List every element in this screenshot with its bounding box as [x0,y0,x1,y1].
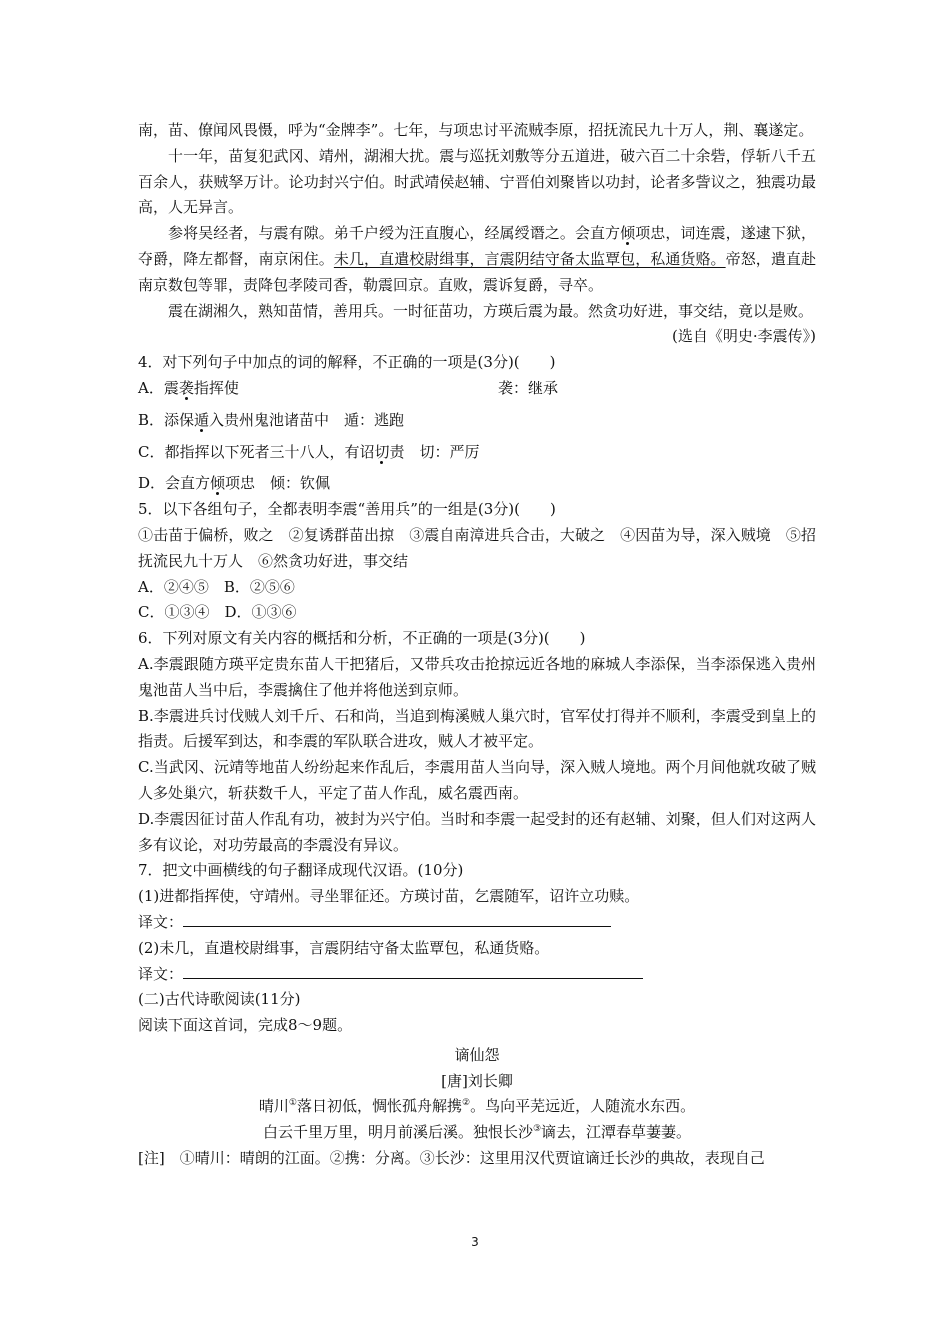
poem-notes: [注] ①晴川：晴朗的江面。②携：分离。③长沙：这里用汉代贾谊谪迁长沙的典故，表现自己 [138,1149,765,1168]
q4-option-b [138,408,816,434]
q4-c-pre: C．都指挥以下死者三十八人，有诏 [138,442,375,461]
q4-c-dotted-word: 切 [374,442,390,461]
p3-mid: 项忠，词连震，遂逮下狱，夺爵，降左都督，南京闲住。 [138,224,816,268]
q4-d-post: 项忠 倾：钦佩 [225,474,331,493]
answer-line-1[interactable] [183,910,611,927]
q6-option-b: B.李震进兵讨伐贼人刘千斤、石和尚，当追到梅溪贼人巢穴时，官军仗打得并不顺利，李震受到皇上的指责。后援军到达，和李震的军队联合进攻，贼人才被平定。 [138,706,816,751]
q7-translation-2 [138,962,816,988]
q5-options-ab: A．②④⑤ B．②⑤⑥ [138,577,295,596]
q7-translation-1 [138,910,816,936]
q4-stem: 4．对下列句子中加点的词的解释，不正确的一项是(3分)( ) [138,353,556,372]
q7-sentence-2: (2)未几，直遣校尉缉事，言震阴结守备太监覃包，私通货赂。 [138,938,550,957]
passage-paragraph-2: 十一年，苗复犯武冈、靖州，湖湘大扰。震与巡抚刘敷等分五道进，破六百二十余砦，俘斩八千五百余人，获贼孥万计。论功封兴宁伯。时武靖侯赵辅、宁晋伯刘聚皆以功封，论者多訾议之，独震功最高，人无异言。 [138,146,816,217]
poem-l1-c: 。鸟向平芜远近，人随流水东西。 [470,1097,696,1116]
q4-option-c [138,440,816,466]
poem-l1-a: 晴川 [258,1097,289,1116]
q4-a-post: 指挥使 [193,378,239,397]
q6-option-d: D.李震因征讨苗人作乱有功，被封为兴宁伯。当时和李震一起受封的还有赵辅、刘聚，但人们对这两人多有议论，对功劳最高的李震没有异议。 [138,809,816,854]
q4-option-d [138,471,816,497]
q4-a-gloss: 袭：继承 [498,378,559,397]
poetry-section-heading: (二)古代诗歌阅读(11分) [138,990,301,1009]
poem-l2-b: 谪去，江潭春草萋萋。 [541,1123,692,1142]
passage-source: (选自《明史·李震传》) [672,327,816,346]
poem-author: [唐]刘长卿 [441,1071,513,1090]
q5-options-cd: C．①③④ D．①③⑥ [138,603,297,622]
p3-underlined-sentence: 未几，直遣校尉缉事，言震阴结守备太监覃包，私通货赂。 [333,249,726,268]
poem-line-1 [138,1094,816,1120]
document-page [138,118,816,1172]
q4-d-pre: D．会直方 [138,474,211,493]
q7-stem: 7．把文中画横线的句子翻译成现代汉语。(10分) [138,861,464,880]
translation-label-1: 译文： [138,912,184,931]
q5-items: ①击苗于偏桥，败之 ②复诱群苗出掠 ③震自南漳进兵合击，大破之 ④因苗为导，深入贼境 ⑤招抚流民九十万人 ⑥然贪功好进，事交结 [138,525,816,570]
p3-dotted-word: 倾 [620,224,636,243]
passage-paragraph-4: 震在湖湘久，熟知苗情，善用兵。一时征苗功，方瑛后震为最。然贪功好进，事交结，竟以是败。 [168,301,814,320]
footnote-mark-3: ③ [532,1124,542,1135]
page-number: 3 [471,1235,479,1249]
poem-l1-b: 落日初低，惆怅孤舟解携 [296,1097,462,1116]
q6-option-a: A.李震跟随方瑛平定贵东苗人干把猪后，又带兵攻击抢掠远近各地的麻城人李添保，当李添保逃入贵州鬼池苗人当中后，李震擒住了他并将他送到京师。 [138,654,816,699]
q7-sentence-1: (1)进都指挥使，守靖州。寻坐罪征还。方瑛讨苗，乞震随军，诏许立功赎。 [138,887,640,906]
q4-a-pre: A．震 [138,378,179,397]
q4-b-pre: B．添保 [138,410,195,429]
passage-paragraph-3 [138,221,816,298]
q4-b-post: 入贵州鬼池诸苗中 遁：逃跑 [209,410,405,429]
q4-option-a [138,376,816,402]
translation-label-2: 译文： [138,964,184,983]
q4-b-dotted-word: 遁 [194,410,210,429]
q4-a-dotted-word: 袭 [178,378,194,397]
p3-pre: 参将吴经者，与震有隙。弟千户绶为汪直腹心，经属绶谮之。会直方 [168,224,621,243]
poem-title: 谪仙怨 [454,1045,500,1064]
passage-paragraph-1: 南，苗、僚闻风畏慑，呼为“金牌李”。七年，与项忠讨平流贼李原，招抚流民九十万人，荆、襄遂定。 [138,121,814,139]
footnote-mark-2: ② [462,1098,471,1109]
q5-stem: 5．以下各组句子，全都表明李震“善用兵”的一组是(3分)( ) [138,500,556,519]
q4-c-post: 责 切：严厉 [389,442,480,461]
poetry-instructions: 阅读下面这首词，完成8～9题。 [138,1016,353,1035]
q6-stem: 6．下列对原文有关内容的概括和分析，不正确的一项是(3分)( ) [138,629,586,648]
poem-l2-a: 白云千里万里，明月前溪后溪。独恨长沙 [262,1123,533,1142]
p3-post: 帝怒，遣直赴南京数包等罪，责降包孝陵司香，勒震回京。直败，震诉复爵，寻卒。 [138,249,816,294]
footnote-mark-1: ① [288,1098,297,1109]
poem-line-2 [138,1120,816,1146]
q6-option-c: C.当武冈、沅靖等地苗人纷纷起来作乱后，李震用苗人当向导，深入贼人境地。两个月间他就攻破了贼人多处巢穴，斩获数千人，平定了苗人作乱，威名震西南。 [138,758,816,802]
q4-d-dotted-word: 倾 [210,474,226,493]
answer-line-2[interactable] [183,962,643,979]
